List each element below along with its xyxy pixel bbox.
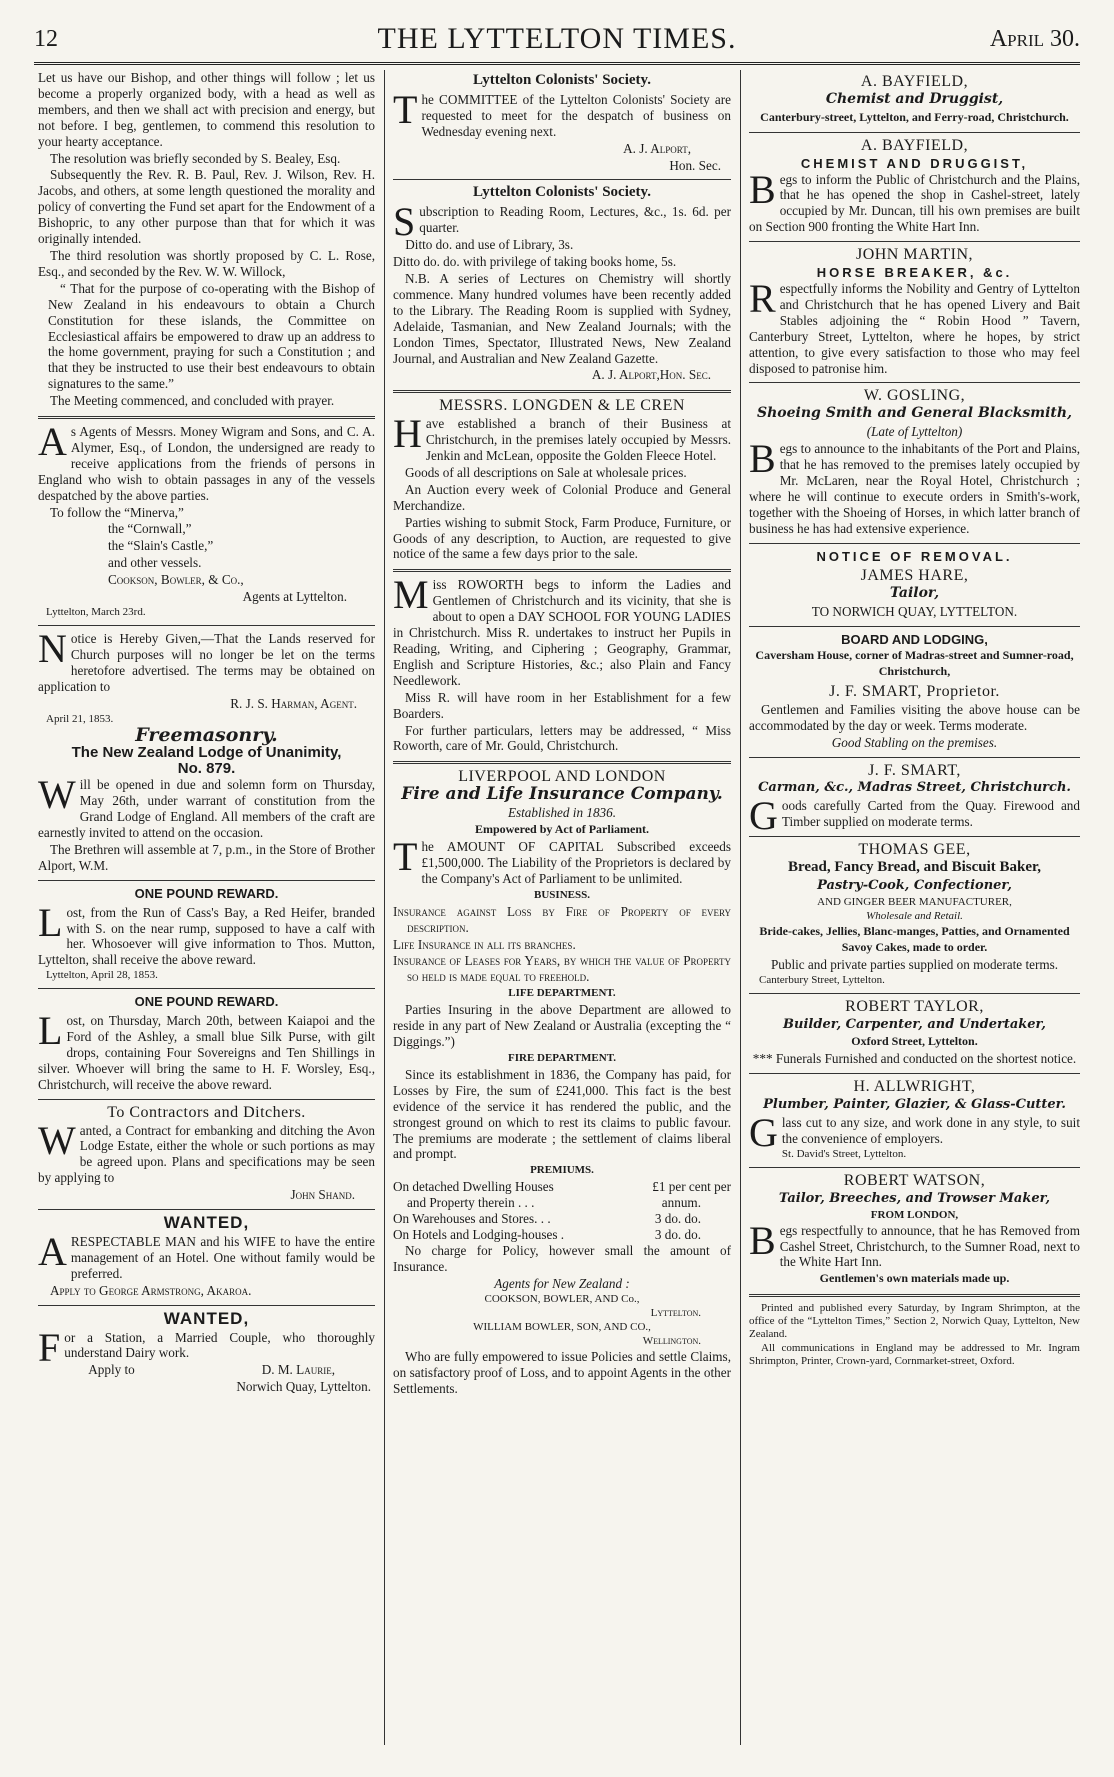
trade: Carman, &c., Madras Street, Christchurch. [758,780,1071,796]
address: Caversham House, corner of Madras-street and Sumner-road, Christchurch, [755,648,1074,678]
premium-row [393,1211,731,1227]
advert-body: N.B. A series of Lectures on Chemistry will shortly commence. Many hundred volumes have been recently added to the Library. The Reading Room is supplied with Sydney, Adelaide, Tasmanian, and New Zealand Journals; with the London Times, Spectator, Illustrated News, New Zealand Journal, and Australian and New Zealand Gazette. [393,270,731,366]
resolution-quote: “ That for the purpose of co-operating with the Bishop of New Zealand in his endeavours to obtain a Church Constitution for these islands, the Committee on Ecclesiastical affairs be empowered to draw up an address to the home government, praying for such a Constitution ; and that they be instructed to use their best endeavours to obtain signatures to the same.” [48,280,375,392]
advert-body: The COMMITTEE of the Lyttelton Colonists' Society are requested to meet for the despatch of business on Wednesday evening next. [393,86,731,139]
masthead [34,18,1080,65]
agent-location: Wellington. [642,1334,701,1347]
advert-body: Gentlemen and Families visiting the above house can be accommodated by the day or week. Terms moderate. [749,701,1080,733]
advert-heading: NOTICE OF REMOVAL. [816,548,1013,564]
business-name: JAMES HARE, [860,567,969,585]
trade: HORSE BREAKER, &c. [816,265,1013,281]
advert-body: Begs respectfully to announce, that he has Removed from Cashel Street, Christchurch, to the Sumner Road, next to the White Hart Inn. [749,1217,1080,1270]
advert-body: Goods of all descriptions on Sale at wholesale prices. [405,464,687,480]
advert-apply [64,1362,375,1378]
signature: Cookson, Bowler, & Co., [108,572,244,588]
trade: Wholesale and Retail. [866,909,963,922]
advert-heading: H. ALLWRIGHT, [853,1078,976,1096]
divider [38,416,375,419]
insurance-advert [393,769,731,1396]
printer-imprint [749,1302,1080,1368]
advert-body: *** Funerals Furnished and conducted on the shortest notice. [752,1051,1077,1067]
premium-label: On detached Dwelling Houses [393,1179,554,1195]
trade: Tailor, [889,585,940,602]
section-heading: FIRE DEPARTMENT. [508,1051,616,1064]
paragraph: The Meeting commenced, and concluded with prayer. [50,393,335,409]
divider [749,1073,1080,1074]
advert-heading: J. F. SMART, [868,761,961,779]
advert-body: As Agents of Messrs. Money Wigram and Sons, and C. A. Alymer, Esq., of London, the undersigned are ready to receive applications from the friends of persons in England who wish to obtain passages in any of the vessels despatched by the above parties. [38,419,375,503]
divider [749,836,1080,837]
church-lands-notice [38,626,375,726]
advert-line: Ditto do. do. with privilege of taking books home, 5s. [393,254,677,270]
divider [749,1294,1080,1297]
taylor-builder-advert [749,999,1080,1068]
premium-label: On Warehouses and Stores. . . [393,1211,551,1227]
advert-heading: A. BAYFIELD, [860,136,969,154]
bayfield-shop-advert [749,138,1080,235]
advert-heading: A. BAYFIELD, [860,73,969,90]
advert-body: Glass cut to any size, and work done in any style, to suit the convenience of employers. [749,1110,1080,1156]
address: St. David's Street, Lyttelton. [781,1147,907,1160]
apply-address: Norwich Quay, Lyttelton. [236,1379,371,1395]
advert-body: Will be opened in due and solemn form on Thursday, May 26th, under warrant of constitution from the Grand Lodge of England. All members of the craft are earnestly invited to attend on the occasion. [38,772,375,840]
advert-heading: ROBERT TAYLOR, [845,997,984,1015]
divider [38,1305,375,1306]
advert-heading: Lyttelton Colonists' Society. [473,184,651,201]
advert-body: Parties wishing to submit Stock, Farm Produce, Furniture, or Goods of any description, to Auction, are requested to give notice of the same a few days prior to the sale. [393,514,731,562]
freemasonry-advert [38,723,375,874]
trade: Shoeing Smith and General Blacksmith, [757,405,1072,422]
advert-body: Miss ROWORTH begs to inform the Ladies and Gentlemen of Christchurch and its vicinity, that she is about to open a DAY SCHOOL FOR YOUNG LADIES in Christchurch. Miss R. undertakes to instruct her Pupils in Reading, Writing, and Ciphering ; Geography, Grammar, English and Scripture Histories, &c.; also Plain and Fancy Needlework. [393,572,731,688]
section-heading: BUSINESS. [534,888,590,901]
board-lodging-advert [749,632,1080,750]
trade: AND GINGER BEER MANUFACTURER, [817,895,1012,908]
advert-line: To follow the “Minerva,” [50,504,184,520]
divider [393,569,731,572]
agents-advert [38,419,375,619]
advert-body: Public and private parties supplied on moderate terms. [770,956,1059,972]
empowered: Empowered by Act of Parliament. [474,822,650,837]
advert-body: No charge for Policy, however small the amount of Insurance. [393,1243,731,1274]
advert-body: Goods carefully Carted from the Quay. Firewood and Timber supplied on moderate terms. [749,793,1080,839]
longden-advert [393,398,731,562]
advert-body: Lost, on Thursday, March 20th, between Kaiapoi and the Ford of the Ashley, a small blue Silk Purse, with gilt drops, containing Four Sovereigns and Ten Shillings in silver. Whoever will bring the same to H. F. Worsley, Esq., Christchurch, will receive the above reward. [38,1008,375,1092]
trade: Tailor, Breeches, and Trowser Maker, [778,1190,1051,1206]
advert-heading: W. GOSLING, [863,387,966,405]
advert-date: Lyttelton, March 23rd. [46,606,146,618]
section-heading: LIFE DEPARTMENT. [508,987,616,1000]
column-1 [38,70,375,1765]
ship-name: the “Cornwall,” [108,521,192,537]
ship-name: the “Slain's Castle,” [108,538,214,554]
divider [749,993,1080,994]
divider [749,1167,1080,1168]
column-3 [749,70,1080,1765]
gee-baker-advert [749,842,1080,986]
signature: John Shand. [290,1187,355,1203]
column-2 [393,70,731,1765]
divider [749,626,1080,627]
premium-rate: 3 do. do. [654,1211,701,1227]
address: Canterbury-street, Lyttelton, and Ferry-road, Christchurch. [760,109,1069,124]
agent-name: COOKSON, BOWLER, AND Co., [484,1292,640,1305]
advert-body: ARESPECTABLE MAN and his WIFE to have the entire management of an Hotel. One without family would be preferred. [38,1229,375,1281]
premium-rate: £1 per cent per [652,1179,731,1195]
apply-label: Apply to [88,1362,135,1378]
column-divider [740,70,741,1745]
contractors-advert [38,1105,375,1203]
bayfield-advert [749,74,1080,126]
wanted-couple-advert [38,1308,375,1396]
origin: FROM LONDON, [870,1208,959,1221]
advert-body: Subscription to Reading Room, Lectures, &c., 1s. 6d. per quarter. [393,199,731,245]
advert-body: Miss R. will have room in her Establishment for a few Boarders. [393,689,731,721]
martin-advert [749,247,1080,376]
advert-heading: Freemasonry. [135,723,278,746]
advert-body: Who are fully empowered to issue Policies and settle Claims, on satisfactory proof of Loss, and to appoint Agents in the other Settlements. [393,1348,731,1396]
trade: Bread, Fancy Bread, and Biscuit Baker, [787,859,1042,876]
trade: Chemist and Druggist, [825,90,1004,107]
advert-apply: Apply to George Armstrong, Akaroa. [50,1282,252,1298]
premium-row [393,1195,731,1211]
reward-purse-advert [38,994,375,1092]
advert-heading: ONE POUND REWARD. [134,885,279,901]
advert-heading: LIVERPOOL AND LONDON [458,768,666,786]
ship-name: and other vessels. [108,555,202,571]
advert-body: The Brethren will assemble at 7, p.m., in the Store of Brother Alport, W.M. [38,841,375,873]
advert-body: An Auction every week of Colonial Produce and General Merchandize. [393,481,731,513]
advert-heading: To Contractors and Ditchers. [107,1103,306,1121]
premium-row [393,1227,731,1243]
divider [749,132,1080,133]
established: Established in 1836. [507,805,617,821]
agent-name: WILLIAM BOWLER, SON, AND CO., [473,1320,651,1333]
advert-heading: JOHN MARTIN, [855,246,974,264]
advert-heading: WANTED, [163,1308,250,1328]
business-line: Insurance of Leases for Years, by which the value of Property so held is made equal to freehold. [393,953,731,985]
advert-heading: ONE POUND REWARD. [134,994,279,1010]
signature: A. J. Alport, [623,140,691,156]
advert-body: The AMOUNT OF CAPITAL Subscribed exceeds £1,500,000. The Liability of the Proprietors is declared by the Company's Act of Parliament to be unlimited. [393,833,731,886]
issue-date: April 30. [989,26,1080,52]
allwright-plumber-advert [749,1079,1080,1161]
columns [38,70,1080,1765]
advert-heading: THOMAS GEE, [858,841,971,859]
divider [38,988,375,989]
signature: A. J. Alport,Hon. Sec. [591,367,711,383]
column-divider [384,70,385,1745]
products: Bride-cakes, Jellies, Blanc-manges, Patties, and Ornamented Savoy Cakes, made to order. [759,923,1070,954]
imprint-text: Printed and published every Saturday, by Ingram Shrimpton, at the office of the “Lyttelton Times,” Section 2, Norwich Quay, Lyttelton, New Zealand. [749,1302,1080,1341]
meeting-report [38,70,375,409]
paragraph: The third resolution was shortly proposed by C. L. Rose, Esq., and seconded by the Rev. W. W. Willock, [38,247,375,279]
advert-heading: ROBERT WATSON, [843,1171,986,1189]
divider [749,382,1080,383]
stabling-note: Good Stabling on the premises. [831,734,998,750]
newspaper-title: THE LYTTELTON TIMES. [377,22,737,55]
advert-body: Wanted, a Contract for embanking and ditching the Avon Lodge Estate, either the whole or such portions as may be agreed upon. Plans and specifications may be seen by applying to [38,1117,375,1186]
smart-carman-advert [749,761,1080,839]
premium-label: and Property therein . . . [407,1195,535,1211]
proprietor: J. F. SMART, Proprietor. [829,682,1000,700]
paragraph: Subsequently the Rev. R. B. Paul, Rev. J. Wilson, Rev. H. Jacobs, and others, at some length questioned the morality and policy of converting the Fund set apart for the Endowment of a Bishopric, to any other purpose than that for which it was originally intended. [38,167,375,247]
section-heading: PREMIUMS. [530,1164,594,1177]
advert-body: Have established a branch of their Business at Christchurch, in the premises lately occupied by Messrs. Jenkin and McLean, opposite the Golden Fleece Hotel. [393,411,731,464]
paragraph: The resolution was briefly seconded by S. Bealey, Esq. [50,150,341,166]
divider [38,1099,375,1100]
agent-location: Lyttelton. [650,1306,701,1319]
company-name: Fire and Life Insurance Company. [401,784,723,805]
colonists-society-meeting [393,73,731,173]
advert-date: April 21, 1853. [46,712,114,725]
advert-heading: Lyttelton Colonists' Society. [473,72,651,88]
advert-body: Respectfully informs the Nobility and Gentry of Lyttelton and Christchurch that he has opened Livery and Bait Stables adjoining the “ Robin Hood ” Tavern, Canterbury Street, Lyttelton, where he hopes, by strict attention, to give every satisfaction to those who may feel disposed to patronise him. [749,275,1080,376]
advert-body: For a Station, a Married Couple, who thoroughly understand Dairy work. [38,1324,375,1370]
premium-rate: 3 do. do. [654,1227,701,1243]
divider [38,625,375,626]
advert-subheading: No. 879. [177,760,236,778]
apply-name: D. M. Laurie, [261,1362,335,1378]
divider [393,390,731,393]
advert-body: Parties Insuring in the above Department are allowed to reside in any part of New Zealand or Australia (excepting the “ Diggings.”) [393,1002,731,1050]
business-line: Insurance against Loss by Fire of Property of every description. [393,903,731,935]
roworth-school-advert [393,572,731,754]
previous-location: (Late of Lyttelton) [866,424,963,440]
paragraph: Let us have our Bishop, and other things will follow ; let us become a properly organized body, with a head as well as members, and then we shall act with precision and energy, but not before. I beg, gentlemen, to commend this resolution to your hearty acceptance. [38,70,375,149]
trade: CHEMIST AND DRUGGIST, [800,155,1029,171]
signature-role: Hon. Sec. [669,157,721,173]
advert-body: Begs to announce to the inhabitants of the Port and Plains, that he has removed to the premises lately occupied by Mr. McLaren, near the Royal Hotel, Christchurch ; where he will continue to execute orders in Smith's-work, together with the Shoeing of Horses, in which latter branch of business he has had extensive experience. [749,436,1080,536]
divider [749,241,1080,242]
signature: Agents at Lyttelton. [242,589,347,605]
trade: Plumber, Painter, Glazier, & Glass-Cutter. [763,1097,1066,1113]
business-line: Life Insurance in all its branches. [393,936,576,952]
divider [393,761,731,764]
address: TO NORWICH QUAY, LYTTELTON. [811,604,1018,620]
advert-subheading: The New Zealand Lodge of Unanimity, [71,744,342,762]
divider [38,1209,375,1210]
advert-body: Notice is Hereby Given,—That the Lands reserved for Church purposes will no longer be let on the terms heretofore advertised. The terms may be obtained on application to [38,626,375,694]
advert-heading: WANTED, [163,1213,250,1233]
advert-body: For further particulars, letters may be addressed, “ Miss Roworth, care of Mr. Gould, Christchurch. [393,722,731,754]
advert-date: Lyttelton, April 28, 1853. [46,969,158,982]
signature: R. J. S. Harman, Agent. [230,695,357,711]
address: Canterbury Street, Lyttelton. [759,973,885,986]
advert-body: Since its establishment in 1836, the Company has paid, for Losses by Fire, the sum of £241,000. This fact is the best evidence of the service it has rendered the public, and the strongest ground on which to rest its claims to public favour. The premiums are moderate ; the settlement of claims liberal and prompt. [393,1066,731,1162]
divider [393,179,731,180]
divider [749,757,1080,758]
agents-heading: Agents for New Zealand : [494,1275,630,1291]
advert-line: Ditto do. and use of Library, 3s. [405,237,574,253]
imprint-text: All communications in England may be addressed to Mr. Ingram Shrimpton, Printer, Crown-yard, Cornmarket-street, Oxford. [749,1342,1080,1368]
materials-note: Gentlemen's own materials made up. [819,1271,1010,1286]
trade: Builder, Carpenter, and Undertaker, [783,1016,1046,1032]
page-number: 12 [34,26,58,52]
trade: Pastry-Cook, Confectioner, [817,877,1012,893]
advert-heading: BOARD AND LODGING, [841,632,988,648]
gosling-advert [749,388,1080,536]
address: Oxford Street, Lyttelton. [851,1034,978,1049]
hare-removal-advert [749,549,1080,621]
premium-row [393,1179,731,1195]
advert-body: Begs to inform the Public of Christchurch and the Plains, that he has opened the shop in Cashel-street, lately occupied by Mr. Duncan, till his own premises are built on Section 900 fronting the White Hart Inn. [749,166,1080,235]
premium-rate: annum. [661,1195,701,1211]
premium-label: On Hotels and Lodging-houses . [393,1227,565,1243]
reward-heifer-advert [38,886,375,983]
watson-tailor-advert [749,1173,1080,1287]
advert-heading: MESSRS. LONGDEN & LE CREN [439,397,685,415]
colonists-society-subscriptions [393,185,731,383]
divider [38,880,375,881]
advert-body: Lost, from the Run of Cass's Bay, a Red Heifer, branded with S. on the near rump, supposed to have a calf with her. Whosoever will give information to Thos. Mutton, Lyttelton, shall receive the above reward. [38,899,375,968]
wanted-manager-advert [38,1215,375,1299]
divider [749,543,1080,544]
